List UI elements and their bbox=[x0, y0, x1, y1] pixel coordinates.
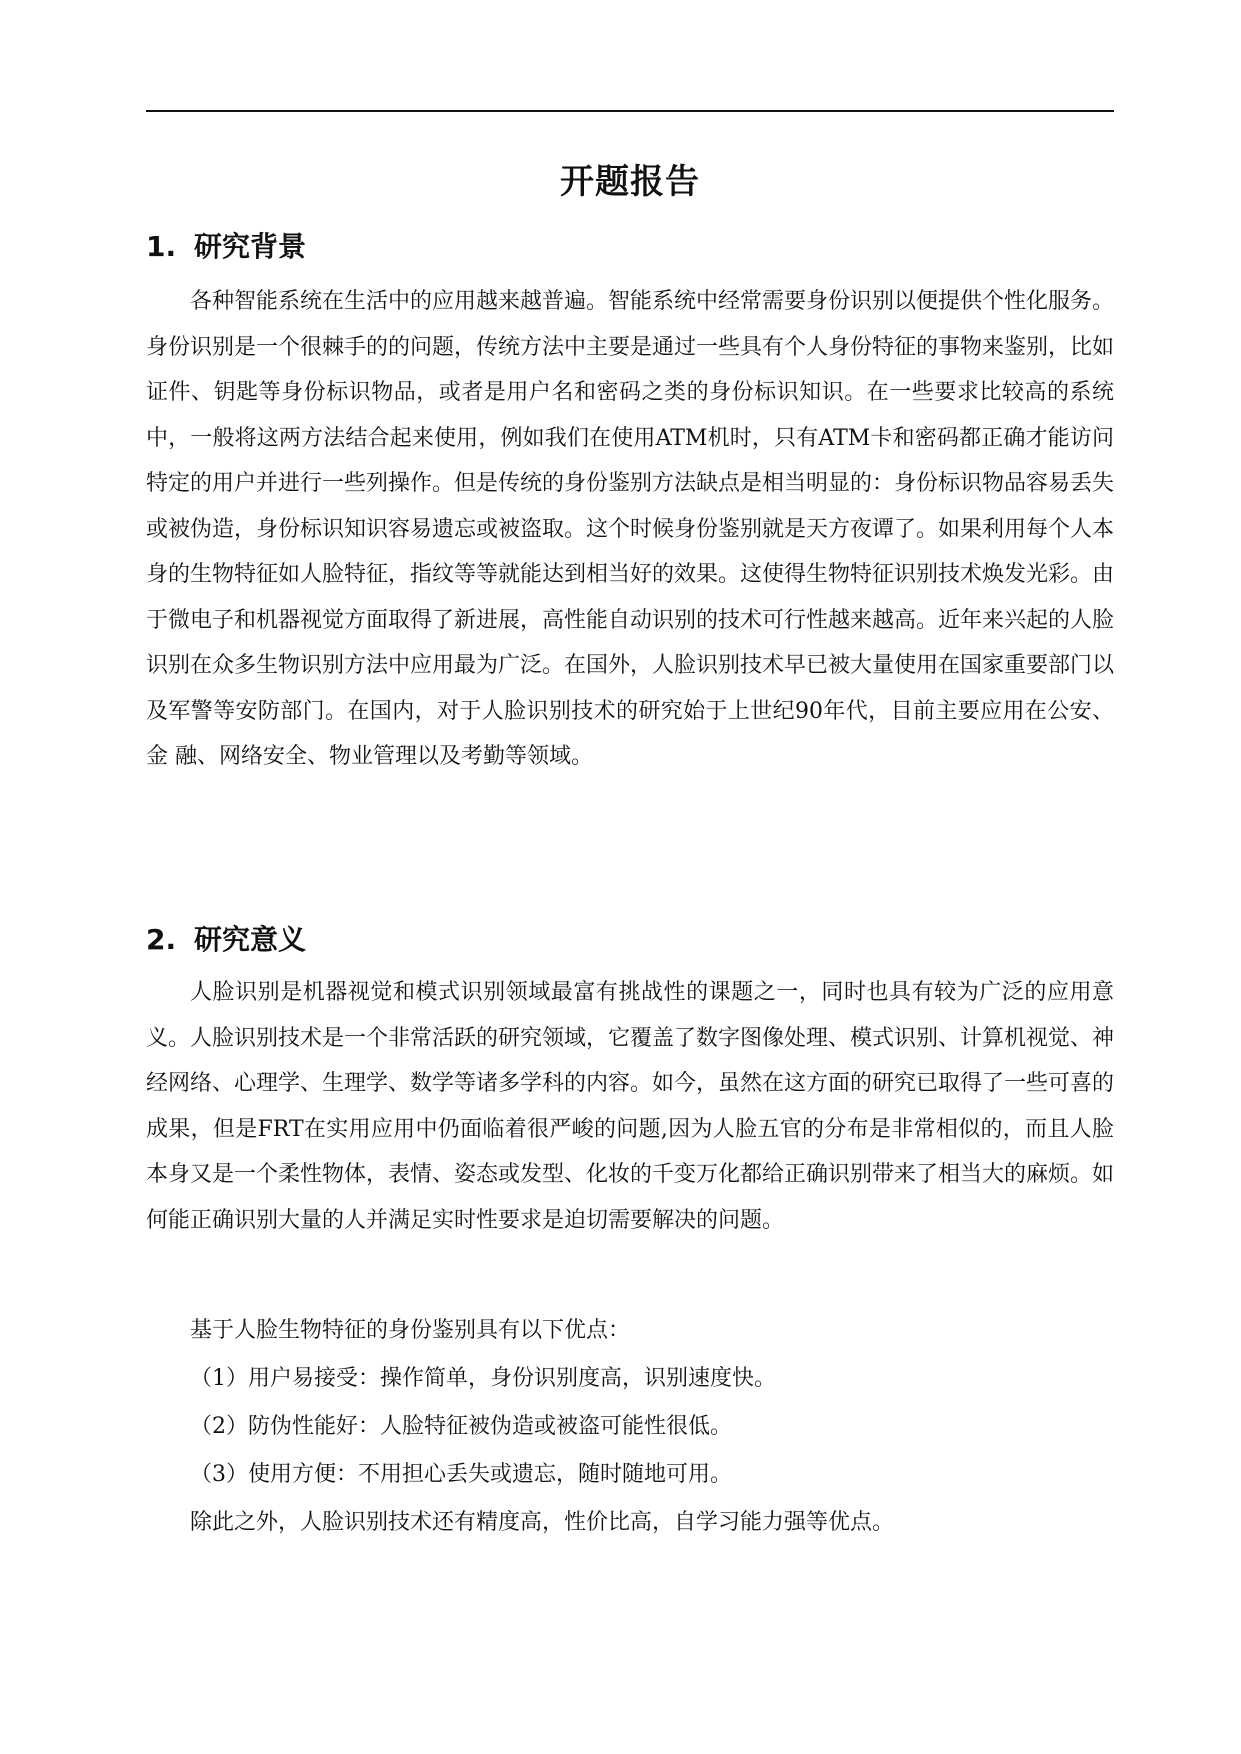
section-heading-2 bbox=[146, 922, 306, 958]
section-heading-1 bbox=[146, 229, 306, 265]
section-1-paragraph: 各种智能系统在生活中的应用越来越普遍。智能系统中经常需要身份识别以便提供个性化服务。身份识别是一个很棘手的的问题，传统方法中主要是通过一些具有个人身份特征的事物来鉴别，比如证件、钥匙等身份标识物品，或者是用户名和密码之类的身份标识知识。在一些要求比较高的系统中，一般将这两方法结合起来使用，例如我们在使用ATM机时，只有ATM卡和密码都正确才能访问特定的用户并进行一些列操作。但是传统的身份鉴别方法缺点是相当明显的：身份标识物品容易丢失或被伪造，身份标识知识容易遗忘或被盗取。这个时候身份鉴别就是天方夜谭了。如果利用每个人本身的生物特征如人脸特征，指纹等等就能达到相当好的效果。这使得生物特征识别技术焕发光彩。由于微电子和机器视觉方面取得了新进展，高性能自动识别的技术可行性越来越高。近年来兴起的人脸识别在众多生物识别方法中应用最为广泛。在国外，人脸识别技术早已被大量使用在国家重要部门以及军警等安防部门。在国内，对于人脸识别技术的研究始于上世纪90年代，目前主要应用在公安、金 融、网络安全、物业管理以及考勤等领域。 bbox=[146, 289, 1115, 769]
advantage-item: （3）使用方便：不用担心丢失或遗忘，随时随地可用。 bbox=[190, 1462, 732, 1487]
advantages-conclusion: 除此之外，人脸识别技术还有精度高，性价比高，自学习能力强等优点。 bbox=[190, 1510, 895, 1535]
section-title-1: 研究背景 bbox=[194, 230, 307, 263]
advantage-item: （1）用户易接受：操作简单，身份识别度高，识别速度快。 bbox=[190, 1366, 776, 1391]
header-rule bbox=[146, 110, 1114, 112]
section-title-2: 研究意义 bbox=[194, 923, 307, 956]
section-2-paragraph: 人脸识别是机器视觉和模式识别领域最富有挑战性的课题之一，同时也具有较为广泛的应用意义。人脸识别技术是一个非常活跃的研究领域，它覆盖了数字图像处理、模式识别、计算机视觉、神经网络、心理学、生理学、数学等诸多学科的内容。如今，虽然在这方面的研究已取得了一些可喜的成果，但是FRT在实用应用中仍面临着很严峻的问题,因为人脸五官的分布是非常相似的，而且人脸本身又是一个柔性物体，表情、姿态或发型、化妆的千变万化都给正确识别带来了相当大的麻烦。如何能正确识别大量的人并满足实时性要求是迫切需要解决的问题。 bbox=[146, 980, 1115, 1233]
advantage-item: （2）防伪性能好：人脸特征被伪造或被盗可能性很低。 bbox=[190, 1414, 732, 1439]
document-title: 开题报告 bbox=[560, 162, 700, 202]
section-number-1: 1. bbox=[146, 230, 177, 263]
advantages-intro: 基于人脸生物特征的身份鉴别具有以下优点： bbox=[190, 1318, 631, 1343]
section-number-2: 2. bbox=[146, 923, 177, 956]
